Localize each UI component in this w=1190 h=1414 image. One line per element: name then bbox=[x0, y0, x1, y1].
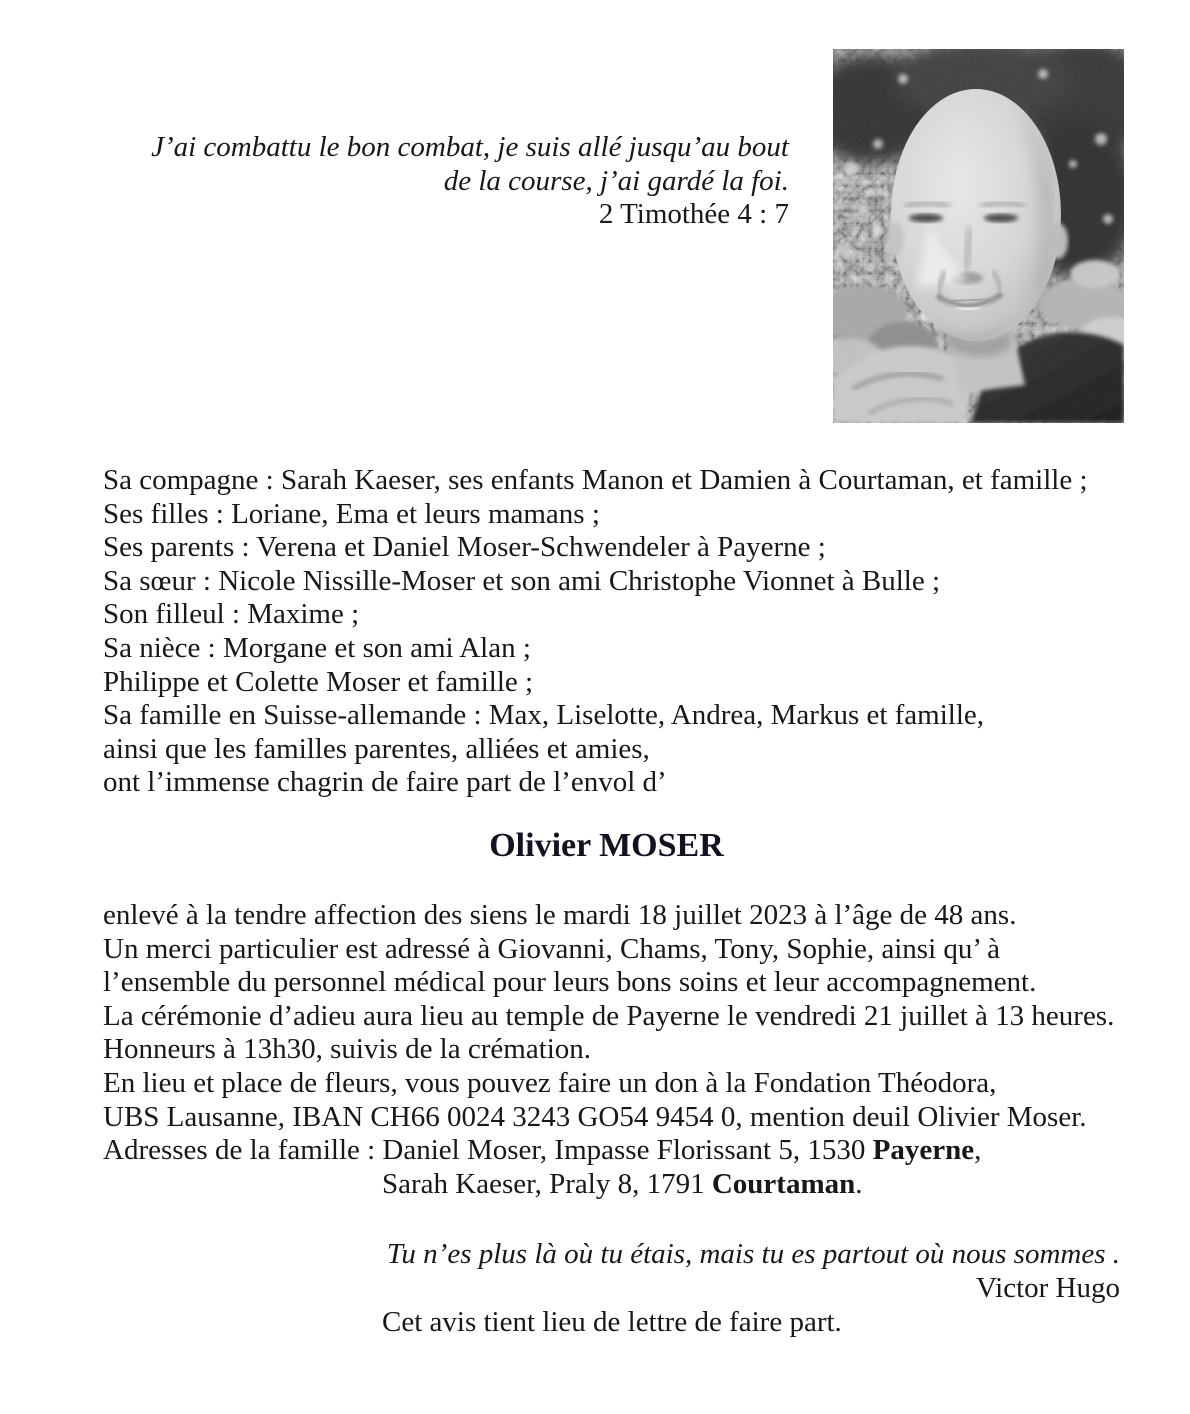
opening-quote-line: J’ai combattu le bon combat, je suis allé jusqu’au bout bbox=[151, 131, 789, 163]
announcement-line: Honneurs à 13h30, suivis de la crémation. bbox=[103, 1033, 592, 1066]
address-text: . bbox=[855, 1167, 863, 1200]
opening-quote bbox=[103, 131, 789, 232]
announcement-line: Un merci particulier est adressé à Giovanni, Chams, Tony, Sophie, ainsi qu’ à bbox=[103, 932, 1001, 965]
address-text: , bbox=[974, 1134, 982, 1167]
address-town-bold: Courtaman bbox=[711, 1167, 856, 1200]
closing-quote bbox=[103, 1238, 1120, 1305]
announcement-line: La cérémonie d’adieu aura lieu au temple de Payerne le vendredi 21 juillet à 13 heures. bbox=[103, 999, 1115, 1032]
announcement-line: l’ensemble du personnel médical pour leurs bons soins et leur accompagnement. bbox=[103, 966, 1037, 999]
deceased-name: Olivier MOSER bbox=[489, 827, 724, 864]
quote-author: Victor Hugo bbox=[975, 1271, 1120, 1304]
announcement-line: UBS Lausanne, IBAN CH66 0024 3243 GO54 9454 0, mention deuil Olivier Moser. bbox=[103, 1100, 1087, 1133]
portrait-photo bbox=[833, 49, 1124, 423]
family-line: Philippe et Colette Moser et famille ; bbox=[103, 665, 534, 698]
family-line: Sa compagne : Sarah Kaeser, ses enfants Manon et Damien à Courtaman, et famille ; bbox=[103, 464, 1088, 496]
family-line: Son filleul : Maxime ; bbox=[103, 598, 360, 631]
family-line: Sa nièce : Morgane et son ami Alan ; bbox=[103, 631, 531, 664]
family-line: ont l’immense chagrin de faire part de l’envol d’ bbox=[103, 766, 667, 799]
address-line bbox=[103, 1134, 1114, 1168]
family-line: ainsi que les familles parentes, alliées et amies, bbox=[103, 732, 650, 765]
opening-quote-line: de la course, j’ai gardé la foi. bbox=[443, 164, 789, 197]
address-text: Sarah Kaeser, Praly 8, 1791 bbox=[382, 1167, 712, 1200]
closing-note: Cet avis tient lieu de lettre de faire part. bbox=[382, 1306, 842, 1338]
portrait-photo-image bbox=[833, 49, 1124, 423]
family-list bbox=[103, 464, 1088, 800]
family-line: Ses parents : Verena et Daniel Moser-Schwendeler à Payerne ; bbox=[103, 531, 826, 564]
address-text: Adresses de la famille : Daniel Moser, Impasse Florissant 5, 1530 bbox=[103, 1134, 873, 1167]
family-line: Sa sœur : Nicole Nissille-Moser et son ami Christophe Vionnet à Bulle ; bbox=[103, 564, 941, 597]
family-line: Ses filles : Loriane, Ema et leurs mamans ; bbox=[103, 497, 600, 530]
announcement-text bbox=[103, 899, 1114, 1201]
address-line bbox=[103, 1168, 1114, 1202]
announcement-line: En lieu et place de fleurs, vous pouvez faire un don à la Fondation Théodora, bbox=[103, 1066, 997, 1099]
family-line: Sa famille en Suisse-allemande : Max, Liselotte, Andrea, Markus et famille, bbox=[103, 699, 985, 732]
announcement-line: enlevé à la tendre affection des siens le mardi 18 juillet 2023 à l’âge de 48 ans. bbox=[103, 899, 1017, 931]
closing-quote-text: Tu n’es plus là où tu étais, mais tu es partout où nous sommes . bbox=[386, 1238, 1120, 1270]
address-town-bold: Payerne bbox=[872, 1134, 975, 1167]
scripture-reference: 2 Timothée 4 : 7 bbox=[598, 198, 789, 230]
